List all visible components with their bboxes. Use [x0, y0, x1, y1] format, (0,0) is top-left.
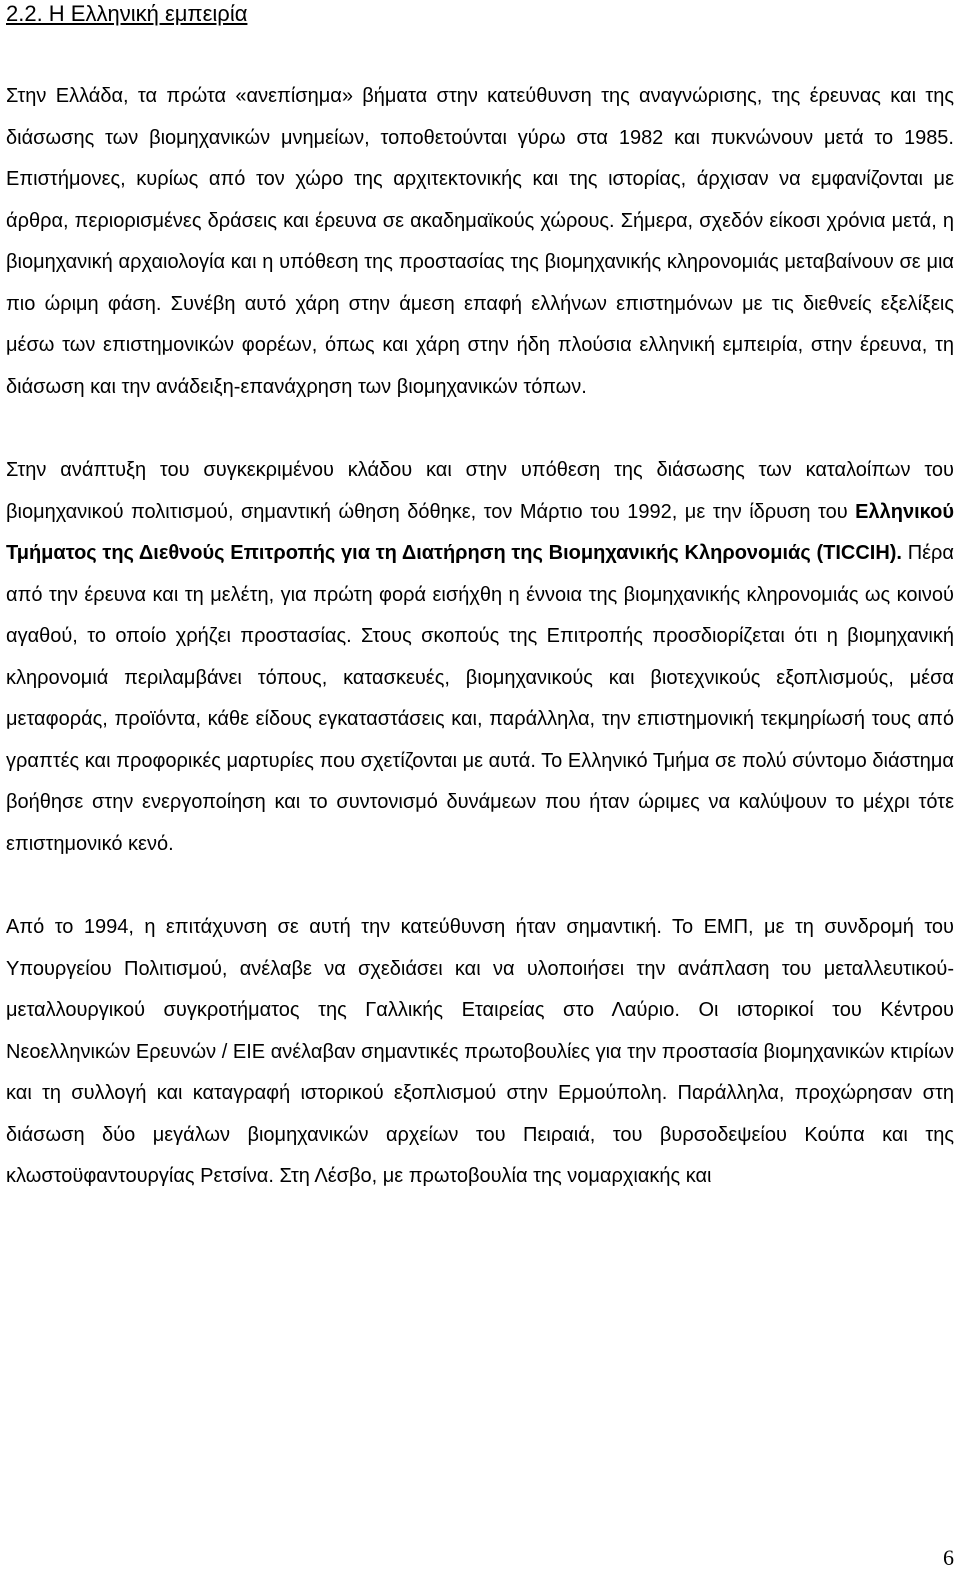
page-number: 6 — [943, 1545, 954, 1570]
paragraph-2 — [6, 450, 954, 865]
paragraph-3 — [6, 907, 954, 1198]
section-heading: 2.2. Η Ελληνική εμπειρία — [6, 1, 248, 26]
paragraph-1-text: Στην Ελλάδα, τα πρώτα «ανεπίσημα» βήματα στην κατεύθυνση της αναγνώρισης, της έρευνας και της διάσωσης των βιομηχανικών μνημείων, τοποθετούνται γύρω στα 1982 και πυκνώνουν μετά το 1985. Επιστήμονες, κυρίως από τον χώρο της αρχιτεκτονικής και της ιστορίας, άρχισαν να εμφανίζονται με άρθρα, περιορισμένες δράσεις και έρευνα σε ακαδημαϊκούς χώρους. Σήμερα, σχεδόν είκοσι χρόνια μετά, η βιομηχανική αρχαιολογία και η υπόθεση της προστασίας της βιομηχανικής κληρονομιάς μεταβαίνουν σε μια πιο ώριμη φάση. Συνέβη αυτό χάρη στην άμεση επαφή ελλήνων επιστημόνων με τις διεθνείς εξελίξεις μέσω των επιστημονικών φορέων, όπως και χάρη στην ήδη πλούσια ελληνική εμπειρία, στην έρευνα, τη διάσωση και την ανάδειξη-επανάχρηση των βιομηχανικών τόπων. — [6, 85, 954, 398]
paragraph-2-text-a: Στην ανάπτυξη του συγκεκριμένου κλάδου και στην υπόθεση της διάσωσης των καταλοίπων του βιομηχανικού πολιτισμού, σημαντική ώθηση δόθηκε, τον Μάρτιο του 1992, με την ίδρυση του — [6, 459, 954, 523]
document-page — [6, 0, 954, 1198]
paragraph-1 — [6, 76, 954, 408]
paragraph-3-text: Από το 1994, η επιτάχυνση σε αυτή την κατεύθυνση ήταν σημαντική. Το ΕΜΠ, με τη συνδρομή του Υπουργείου Πολιτισμού, ανέλαβε να σχεδιάσει και να υλοποιήσει την ανάπλαση του μεταλλευτικού-μεταλλουργικού συγκροτήματος της Γαλλικής Εταιρείας στο Λαύριο. Οι ιστορικοί του Κέντρου Νεοελληνικών Ερευνών / ΕΙΕ ανέλαβαν σημαντικές πρωτοβουλίες για την προστασία βιομηχανικών κτιρίων και τη συλλογή και καταγραφή ιστορικού εξοπλισμού στην Ερμούπολη. Παράλληλα, προχώρησαν στη διάσωση δύο μεγάλων βιομηχανικών αρχείων του Πειραιά, του βυρσοδεψείου Κούπα και της κλωστοϋφαντουργίας Ρετσίνα. Στη Λέσβο, με πρωτοβουλία της νομαρχιακής και — [6, 916, 954, 1187]
paragraph-2-bold-organization: Ελληνικού Τμήματος της Διεθνούς Επιτροπής για τη Διατήρηση της Βιομηχανικής Κληρονομιάς (TICCIH). — [6, 500, 954, 564]
paragraph-2-text-b: Πέρα από την έρευνα και τη μελέτη, για πρώτη φορά εισήχθη η έννοια της βιομηχανικής κληρονομιάς ως κοινού αγαθού, το οποίο χρήζει προστασίας. Στους σκοπούς της Επιτροπής προσδιορίζεται ότι η βιομηχανική κληρονομιά περιλαμβάνει τόπους, κατασκευές, βιομηχανικούς και βιοτεχνικούς εξοπλισμούς, μέσα μεταφοράς, προϊόντα, κάθε είδους εγκαταστάσεις και, παράλληλα, την επιστημονική τεκμηρίωσή τους από γραπτές και προφορικές μαρτυρίες που σχετίζονται με αυτά. Το Ελληνικό Τμήμα σε πολύ σύντομο διάστημα βοήθησε στην ενεργοποίηση και το συντονισμό δυνάμεων που ήταν ώριμες να καλύψουν το μέχρι τότε επιστημονικό κενό. — [6, 542, 954, 855]
